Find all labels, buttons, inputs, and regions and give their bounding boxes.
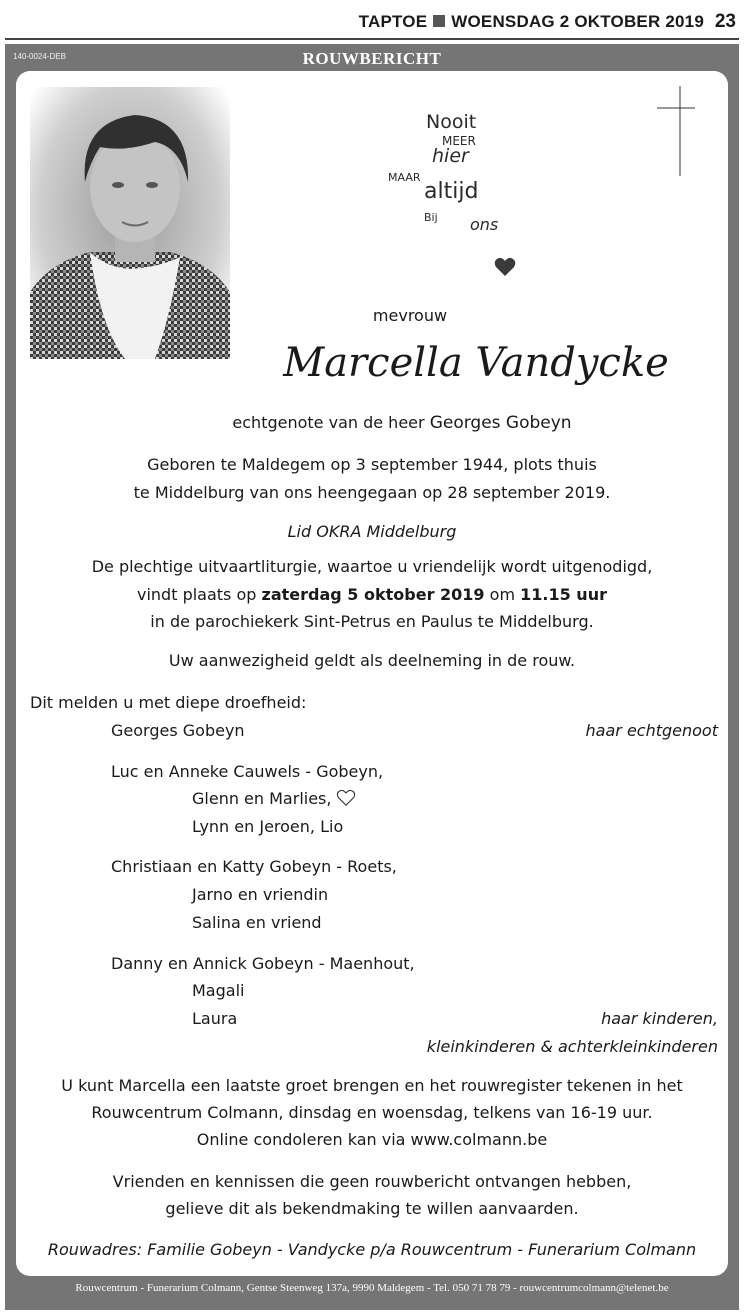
- funeral-line-2-b: om: [489, 585, 516, 604]
- family-parents: Christiaan en Katty Gobeyn - Roets,: [111, 857, 397, 876]
- square-separator-icon: [433, 15, 445, 27]
- spouse-name: Georges Gobeyn: [429, 413, 572, 433]
- membership: Lid OKRA Middelburg: [287, 522, 457, 541]
- publication-name: TAPTOE: [358, 12, 428, 31]
- birth-line: Geboren te Maldegem op 3 september 1944, plots thuis: [147, 455, 597, 474]
- death-line: te Middelburg van ons heengegaan op 28 september 2019.: [133, 483, 611, 502]
- children-role-1: haar kinderen,: [601, 1009, 718, 1028]
- footer-contact: Rouwcentrum - Funerarium Colmann, Gentse Steenweg 137a, 9990 Maldegem - Tel. 050 71 78 79 - rouwcentrumcolmann@telenet.be: [75, 1282, 669, 1294]
- poem-word: Nooit: [426, 111, 477, 133]
- poem-word: altijd: [424, 179, 479, 204]
- heart-icon: [494, 257, 516, 277]
- spouse-line: [16, 413, 728, 433]
- poem-word: Bij: [424, 211, 438, 224]
- family-child: Lynn en Jeroen, Lio: [192, 817, 344, 836]
- newspaper-header: [0, 0, 744, 36]
- obituary-card: [16, 71, 728, 1276]
- ad-code: 140-0024-DEB: [13, 52, 66, 61]
- family-parents: Luc en Anneke Cauwels - Gobeyn,: [111, 762, 384, 781]
- visit-line-1: U kunt Marcella een laatste groet brengen en het rouwregister tekenen in het: [61, 1076, 683, 1095]
- announce-intro: Dit melden u met diepe droefheid:: [30, 693, 307, 712]
- funeral-date: zaterdag 5 oktober 2019: [261, 585, 485, 604]
- header-divider: [5, 38, 739, 40]
- page-number: 23: [714, 11, 736, 32]
- deceased-name: [266, 326, 686, 406]
- visit-line-2: Rouwcentrum Colmann, dinsdag en woensdag, telkens van 16-19 uur.: [91, 1103, 653, 1122]
- husband-role: haar echtgenoot: [585, 721, 718, 740]
- funeral-time: 11.15 uur: [520, 585, 607, 604]
- poem-word: MEER: [442, 134, 476, 148]
- title-prefix: mevrouw: [372, 306, 448, 325]
- husband-name: Georges Gobeyn: [111, 721, 245, 740]
- presence-line: Uw aanwezigheid geldt als deelneming in de rouw.: [168, 651, 576, 670]
- family-child: Magali: [192, 981, 245, 1000]
- funeral-line-2: [16, 585, 728, 604]
- family-child: Salina en vriend: [192, 913, 322, 932]
- poem-word: MAAR: [388, 171, 421, 184]
- section-title: ROUWBERICHT: [302, 49, 442, 68]
- family-parents: Danny en Annick Gobeyn - Maenhout,: [111, 954, 415, 973]
- funeral-line-2-a: vindt plaats op: [137, 585, 257, 604]
- spouse-line-prefix: echtgenote van de heer: [232, 413, 425, 432]
- deceased-name-text: Marcella Vandycke: [283, 340, 669, 386]
- family-child: Laura: [192, 1009, 238, 1028]
- address-line: Rouwadres: Familie Gobeyn - Vandycke p/a Rouwcentrum - Funerarium Colmann: [47, 1240, 697, 1259]
- family-child: [192, 789, 357, 808]
- visit-line-3: Online condoleren kan via www.colmann.be: [196, 1130, 548, 1149]
- publication-date: WOENSDAG 2 OKTOBER 2019: [451, 12, 704, 31]
- cross-icon: [655, 86, 695, 176]
- poem: [376, 111, 526, 271]
- friends-line-2: gelieve dit als bekendmaking te willen aanvaarden.: [165, 1199, 579, 1218]
- funeral-line-3: in de parochiekerk Sint-Petrus en Paulus te Middelburg.: [150, 612, 594, 631]
- poem-word: hier: [432, 145, 469, 167]
- funeral-line-1: De plechtige uitvaartliturgie, waartoe u vriendelijk wordt uitgenodigd,: [91, 557, 653, 576]
- poem-word: ons: [470, 215, 499, 234]
- children-role-2: kleinkinderen & achterkleinkinderen: [426, 1037, 718, 1056]
- friends-line-1: Vrienden en kennissen die geen rouwbericht ontvangen hebben,: [112, 1172, 632, 1191]
- family-child: Jarno en vriendin: [192, 885, 329, 904]
- obituary-frame: [5, 44, 739, 1310]
- header-publication-date: [359, 12, 704, 32]
- heart-outline-icon: [335, 789, 357, 807]
- family-child-name: Glenn en Marlies,: [192, 789, 332, 808]
